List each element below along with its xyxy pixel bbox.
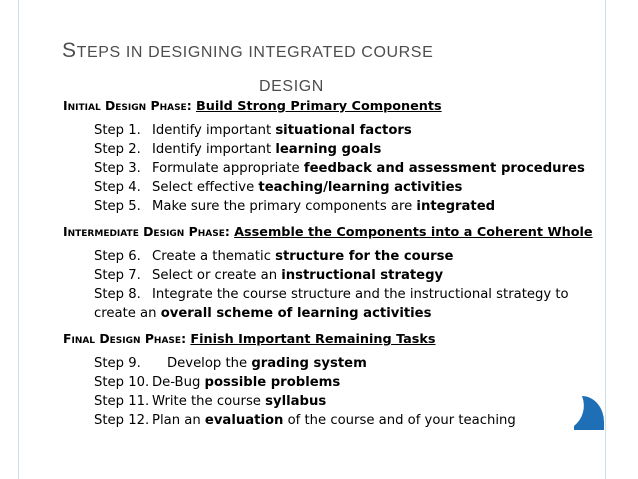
title-line2: DESIGN [259,78,324,95]
step-text: Select effective [152,180,259,195]
list-item [94,392,603,411]
list-item [94,159,603,178]
step-number: Step 9. [94,356,141,371]
step-keyword: learning goals [275,142,382,157]
step-number: Step 12. [94,413,150,428]
quarter-circle-icon [574,396,608,430]
step-number: Step 3. [94,161,141,176]
list-item [94,247,603,266]
phase-heading [63,329,603,349]
step-text: Create a thematic [152,249,276,264]
step-number: Step 1. [94,123,141,138]
slide-title [62,34,542,104]
step-text: create an [94,306,161,321]
step-keyword: evaluation [204,413,284,428]
step-keyword: structure for the course [275,249,454,264]
step-number: Step 7. [94,268,141,283]
list-item-continuation [94,304,603,323]
list-item [94,285,603,304]
step-text: De-Bug [152,375,205,390]
step-keyword: instructional strategy [281,268,444,283]
phases-list [63,96,603,430]
step-text: Plan an [152,413,205,428]
step-text: Develop the [167,356,252,371]
step-keyword: feedback and assessment procedures [303,161,585,176]
step-keyword: situational factors [275,123,412,138]
step-text: Write the course [152,394,266,409]
steps-list [63,247,603,323]
phase-name: Intermediate Design Phase: [63,224,230,239]
step-text: Make sure the primary components are [152,199,417,214]
step-keyword: teaching/learning activities [258,180,463,195]
phase-name: Initial Design Phase: [63,98,192,113]
list-item [94,411,603,430]
step-keyword: integrated [416,199,496,214]
phase-title: Finish Important Remaining Tasks [190,332,436,347]
step-number: Step 8. [94,287,141,302]
title-line1: TEPS IN DESIGNING INTEGRATED COURSE [76,44,434,61]
step-number: Step 6. [94,249,141,264]
step-text: Formulate appropriate [152,161,304,176]
list-item [94,140,603,159]
step-number: Step 5. [94,199,141,214]
step-number: Step 11. [94,394,150,409]
step-text: Select or create an [152,268,282,283]
step-keyword: syllabus [265,394,327,409]
step-keyword: overall scheme of learning activities [160,306,432,321]
steps-list [63,354,603,430]
list-item [94,373,603,392]
list-item [94,178,603,197]
phase-title: Build Strong Primary Components [195,99,442,114]
step-number: Step 10. [94,375,150,390]
step-keyword: grading system [251,356,367,371]
title-initial: S [62,39,77,62]
list-item [94,266,603,285]
step-text: Integrate the course structure and the instructional strategy to [152,287,569,302]
step-text: of the course and of your teaching [283,413,516,428]
list-item [94,354,603,373]
phase-title: Assemble the Components into a Coherent Whole [234,225,593,240]
step-text: Identify important [152,123,276,138]
list-item [94,197,603,216]
phase-heading [63,222,603,242]
phase-name: Final Design Phase: [63,331,187,346]
phase-heading [63,96,603,116]
step-text: Identify important [152,142,276,157]
steps-list [63,121,603,216]
step-number: Step 2. [94,142,141,157]
list-item [94,121,603,140]
step-number: Step 4. [94,180,141,195]
step-keyword: possible problems [204,375,341,390]
